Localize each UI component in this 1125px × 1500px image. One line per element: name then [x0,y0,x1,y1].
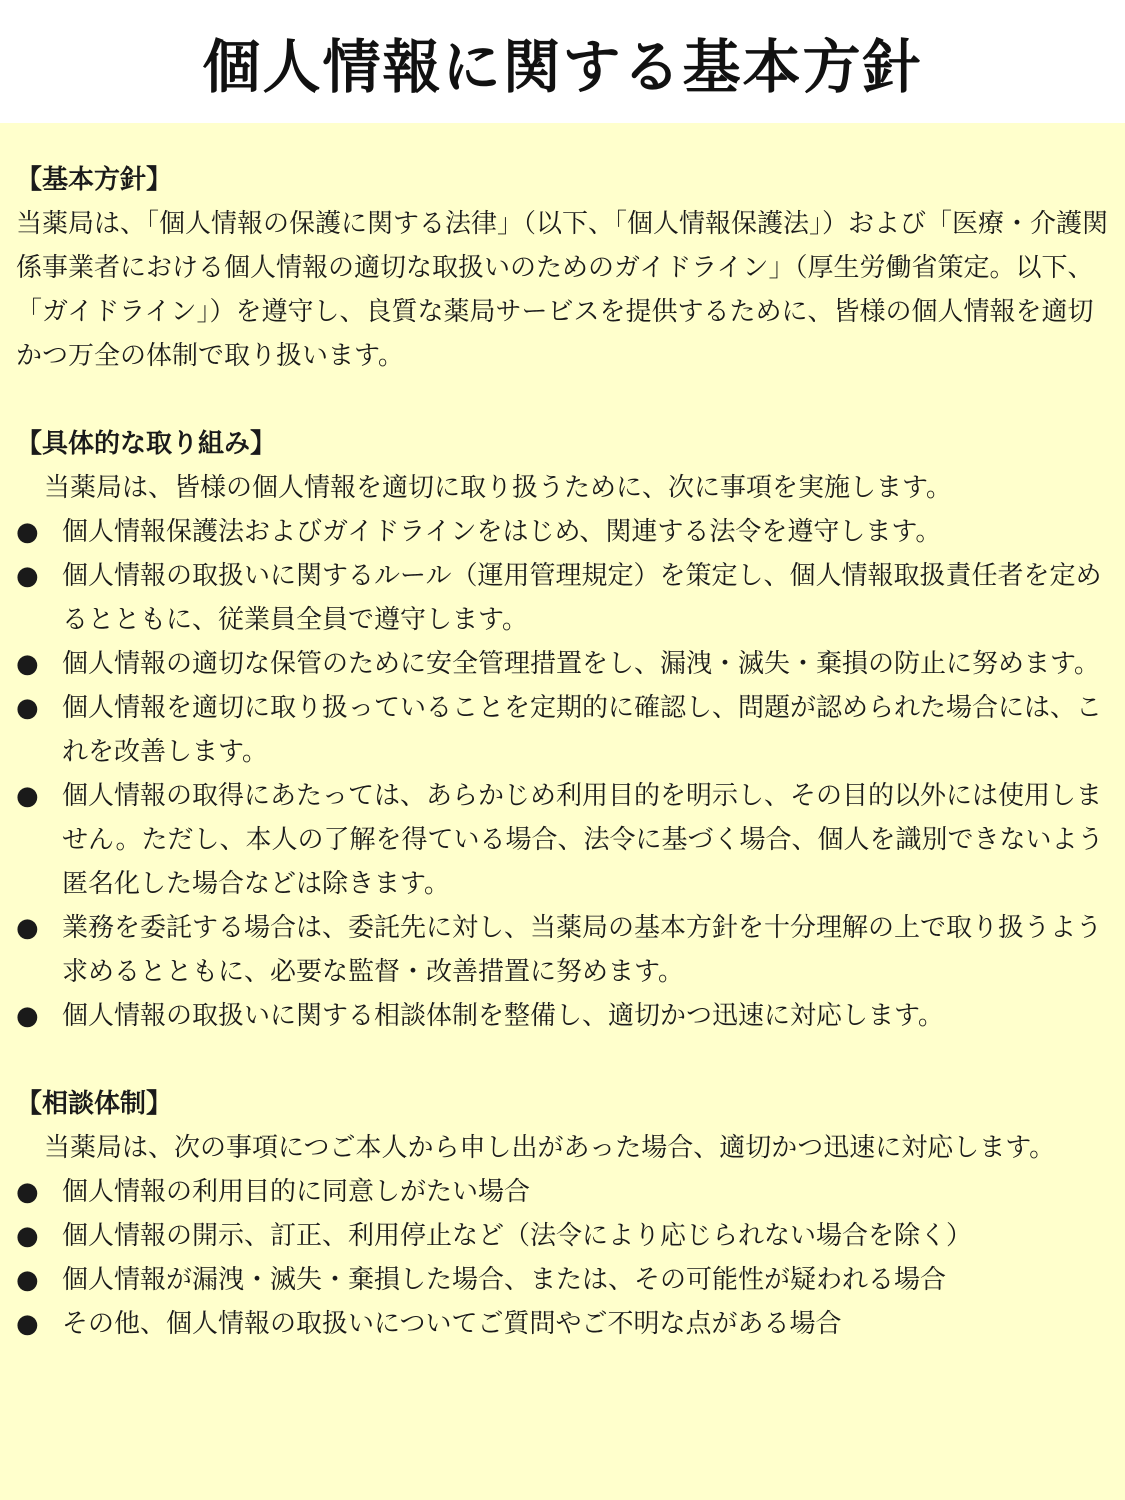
list-item [16,686,1112,774]
title-bar [0,0,1125,123]
basic-policy-section [16,158,1112,378]
list-item [16,994,1112,1038]
bullet-icon: ● [16,781,39,811]
list-item-text: 個人情報保護法およびガイドラインをはじめ、関連する法令を遵守します。 [62,517,942,547]
list-item-text: 個人情報の取扱いに関するルール（運用管理規定）を策定し、個人情報取扱責任者を定めるとともに、従業員全員で遵守します。 [62,561,1102,635]
basic-policy-text: 当薬局は、「個人情報の保護に関する法律」（以下、「個人情報保護法」）および「医療・介護関係事業者における個人情報の適切な取扱いのためのガイドライン」（厚生労働省策定。以下、「ガイドライン」）を遵守し、良質な薬局サービスを提供するために、皆様の個人情報を適切かつ万全の体制で取り扱います。 [16,209,1109,371]
list-item-text: 個人情報の利用目的に同意しがたい場合 [62,1177,531,1207]
bullet-icon: ● [16,1177,39,1207]
list-item [16,1214,1112,1258]
list-item [16,1258,1112,1302]
measures-heading: 【具体的な取り組み】 [16,429,277,459]
list-item [16,1170,1112,1214]
bullet-icon: ● [16,1309,39,1339]
measures-list [16,510,1112,1038]
list-item-text: 個人情報を適切に取り扱っていることを定期的に確認し、問題が認められた場合には、これを改善します。 [62,693,1103,767]
basic-policy-heading: 【基本方針】 [16,165,173,195]
list-item-text: 個人情報が漏洩・滅失・棄損した場合、または、その可能性が疑われる場合 [62,1265,947,1295]
list-item [16,554,1112,642]
bullet-icon: ● [16,1221,39,1251]
list-item-text: 個人情報の取得にあたっては、あらかじめ利用目的を明示し、その目的以外には使用しません。ただし、本人の了解を得ている場合、法令に基づく場合、個人を識別できないよう匿名化した場合などは除きます。 [62,781,1104,899]
bullet-icon: ● [16,1265,39,1295]
consultation-heading: 【相談体制】 [16,1089,173,1119]
bullet-icon: ● [16,913,39,943]
bullet-icon: ● [16,649,39,679]
policy-content [0,123,1125,1500]
consultation-list [16,1170,1112,1346]
bullet-icon: ● [16,1001,39,1031]
list-item-text: 個人情報の取扱いに関する相談体制を整備し、適切かつ迅速に対応します。 [62,1001,944,1031]
consultation-intro: 当薬局は、次の事項につご本人から申し出があった場合、適切かつ迅速に対応します。 [44,1133,1056,1163]
list-item-text: 個人情報の開示、訂正、利用停止など（法令により応じられない場合を除く） [62,1221,973,1251]
list-item [16,774,1112,906]
list-item [16,642,1112,686]
bullet-icon: ● [16,517,39,547]
list-item [16,1302,1112,1346]
measures-intro: 当薬局は、皆様の個人情報を適切に取り扱うために、次に事項を実施します。 [44,473,952,503]
list-item [16,906,1112,994]
list-item-text: 業務を委託する場合は、委託先に対し、当薬局の基本方針を十分理解の上で取り扱うよう求めるとともに、必要な監督・改善措置に努めます。 [62,913,1103,987]
bullet-icon: ● [16,693,39,723]
list-item-text: その他、個人情報の取扱いについてご質問やご不明な点がある場合 [62,1309,842,1339]
measures-section [16,422,1112,1038]
list-item [16,510,1112,554]
consultation-section [16,1082,1112,1346]
bullet-icon: ● [16,561,39,591]
page-title: 個人情報に関する基本方針 [202,32,923,101]
list-item-text: 個人情報の適切な保管のために安全管理措置をし、漏洩・滅失・棄損の防止に努めます。 [62,649,1100,679]
